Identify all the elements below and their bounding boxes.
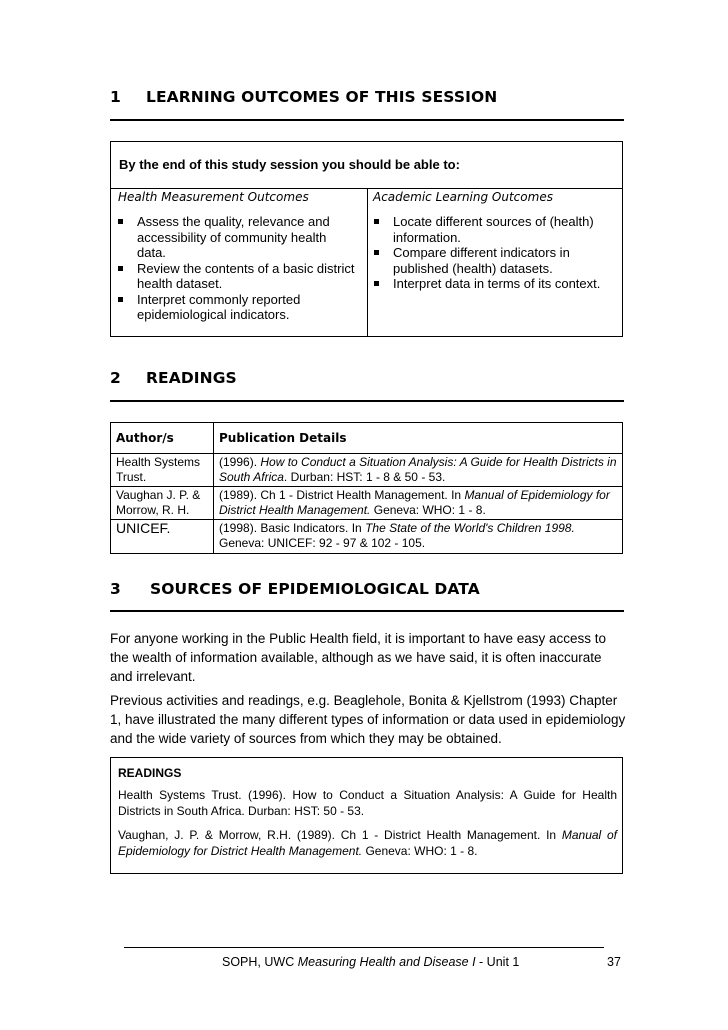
author-cell: UNICEF. (111, 520, 214, 554)
readings-box-item: Vaughan, J. P. & Morrow, R.H. (1989). Ch 1 - District Health Management. In Manual of Epidemiology for District Health Management. Geneva: WHO: 1 - 8. (118, 828, 617, 858)
footer-rule (124, 947, 604, 948)
author-cell: Vaughan J. P. & Morrow, R. H. (111, 487, 214, 520)
table-row (111, 520, 623, 554)
page-number: 37 (607, 955, 621, 969)
section-1-heading: 1 LEARNING OUTCOMES OF THIS SESSION (110, 88, 498, 106)
publication-column-header: Publication Details (214, 423, 623, 454)
readings-box-title: READINGS (118, 766, 182, 780)
author-column-header: Author/s (111, 423, 214, 454)
readings-table (110, 422, 623, 554)
academic-outcomes-header: Academic Learning Outcomes (373, 190, 553, 204)
table-row (111, 487, 623, 520)
health-outcomes-list (115, 214, 355, 323)
section-3-heading: 3 SOURCES OF EPIDEMIOLOGICAL DATA (110, 580, 480, 598)
section-2-rule (110, 400, 624, 402)
publication-cell: (1998). Basic Indicators. In The State of the World's Children 1998. Geneva: UNICEF: 92 - 97 & 102 - 105. (214, 520, 623, 554)
section-2-heading: 2 READINGS (110, 369, 237, 387)
publication-cell: (1996). How to Conduct a Situation Analysis: A Guide for Health Districts in South Africa. Durban: HST: 1 - 8 & 50 - 53. (214, 454, 623, 487)
list-item: Interpret commonly reported epidemiological indicators. (115, 292, 355, 323)
paragraph: Previous activities and readings, e.g. Beaglehole, Bonita & Kjellstrom (1993) Chapter 1, have illustrated the many different types of information or data used in epidemiology and the wide variety of sources from which they may be obtained. (110, 693, 626, 746)
paragraph: For anyone working in the Public Health field, it is important to have easy access to the wealth of information available, although as we have said, it is often inaccurate and irrelevant. (110, 631, 606, 684)
outcomes-intro: By the end of this study session you should be able to: (119, 157, 460, 172)
outcomes-column-divider (367, 188, 368, 336)
list-item: Interpret data in terms of its context. (371, 276, 619, 292)
list-item: Compare different indicators in published (health) datasets. (371, 245, 619, 276)
list-item: Assess the quality, relevance and accessibility of community health data. (115, 214, 355, 261)
author-cell: Health Systems Trust. (111, 454, 214, 487)
list-item: Review the contents of a basic district health dataset. (115, 261, 355, 292)
readings-box-item: Health Systems Trust. (1996). How to Conduct a Situation Analysis: A Guide for Health Districts in South Africa. Durban: HST: 50 - 53. (118, 788, 617, 818)
footer-text: SOPH, UWC Measuring Health and Disease I - Unit 1 (222, 955, 520, 969)
list-item: Locate different sources of (health) information. (371, 214, 619, 245)
section-1-rule (110, 119, 624, 121)
health-outcomes-header: Health Measurement Outcomes (118, 190, 309, 204)
table-row (111, 454, 623, 487)
learning-outcomes-box (110, 141, 623, 337)
academic-outcomes-list (371, 214, 619, 292)
section-3-rule (110, 610, 624, 612)
table-header-row (111, 423, 623, 454)
readings-box (110, 757, 623, 874)
publication-cell: (1989). Ch 1 - District Health Management. In Manual of Epidemiology for District Health Management. Geneva: WHO: 1 - 8. (214, 487, 623, 520)
